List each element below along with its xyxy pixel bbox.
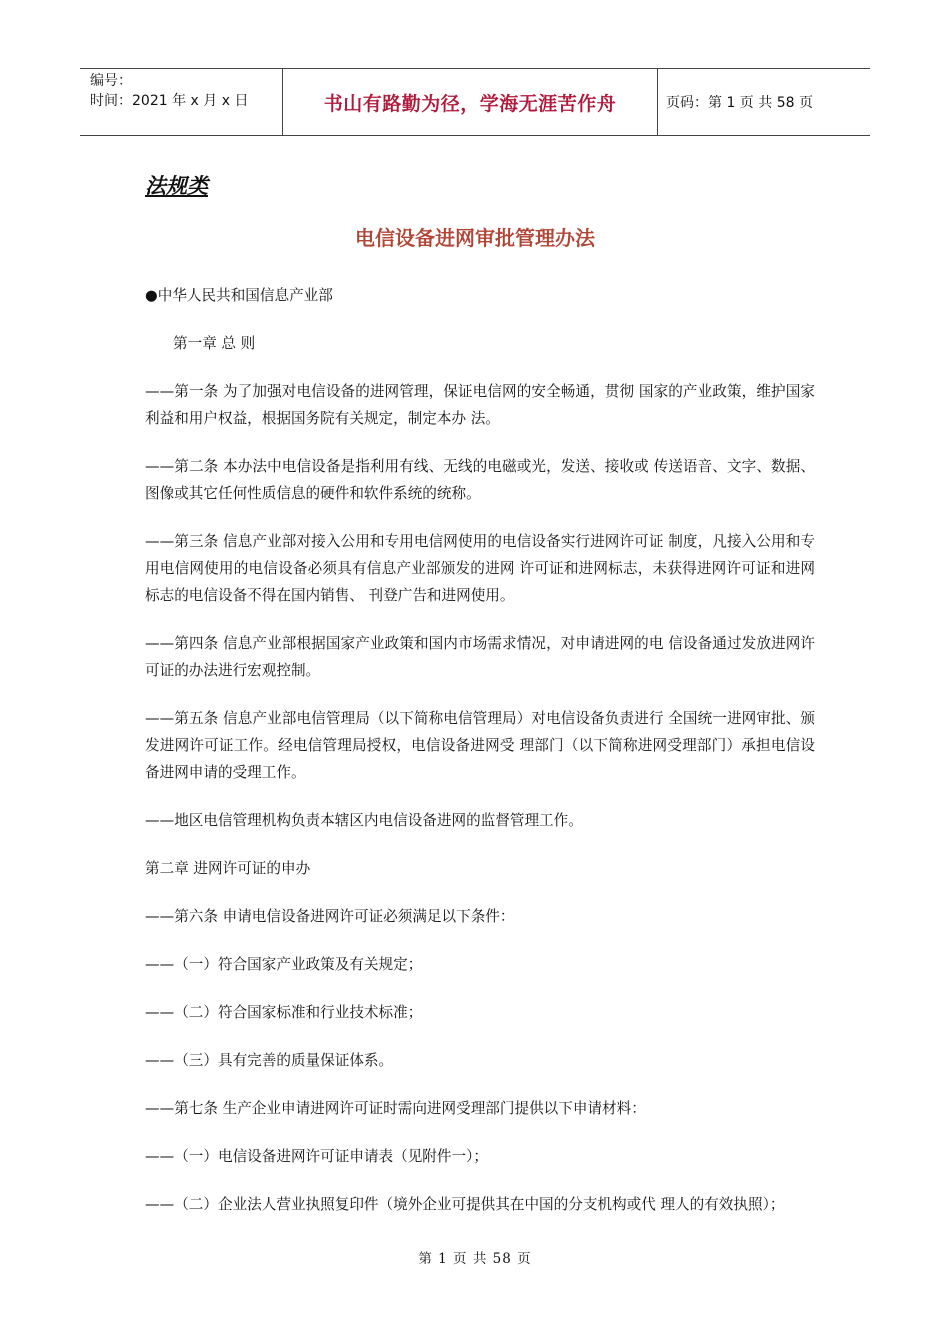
document-body xyxy=(145,282,815,1239)
header-table xyxy=(80,68,870,136)
category-heading: 法规类 xyxy=(145,174,208,198)
list-item: ——（二）企业法人营业执照复印件（境外企业可提供其在中国的分支机构或代 理人的有效执照）； xyxy=(145,1196,785,1213)
article-paragraph: ——第七条 生产企业申请进网许可证时需向进网受理部门提供以下申请材料： xyxy=(145,1100,646,1117)
article-paragraph: ——第一条 为了加强对电信设备的进网管理，保证电信网的安全畅通，贯彻 国家的产业政策，维护国家利益和用户权益，根据国务院有关规定，制定本办 法。 xyxy=(145,383,815,427)
list-item: ——（二）符合国家标准和行业技术标准； xyxy=(145,1004,423,1021)
article-paragraph: ——第四条 信息产业部根据国家产业政策和国内市场需求情况，对申请进网的电 信设备通过发放进网许可证的办法进行宏观控制。 xyxy=(145,635,815,679)
list-item: ——（一）符合国家产业政策及有关规定； xyxy=(145,956,423,973)
article-paragraph: ——地区电信管理机构负责本辖区内电信设备进网的监督管理工作。 xyxy=(145,812,583,829)
article-paragraph: ——第三条 信息产业部对接入公用和专用电信网使用的电信设备实行进网许可证 制度，凡接入公用和专用电信网使用的电信设备必须具有信息产业部颁发的进网 许可证和进网标志，未获得进网许可证和进网标志的电信设备不得在国内销售、 刊登广告和进网使用。 xyxy=(145,533,815,604)
number-label: 编号： xyxy=(90,73,132,89)
header-left-cell xyxy=(80,69,282,135)
document-title: 电信设备进网审批管理办法 xyxy=(355,226,595,250)
page-footer: 第 1 页 共 58 页 xyxy=(418,1251,532,1267)
motto: 书山有路勤为径，学海无涯苦作舟 xyxy=(282,69,658,135)
page-code: 页码：第 1 页 共 58 页 xyxy=(666,95,813,111)
list-item: ——（三）具有完善的质量保证体系。 xyxy=(145,1052,394,1069)
article-paragraph: ——第二条 本办法中电信设备是指利用有线、无线的电磁或光，发送、接收或 传送语音、文字、数据、图像或其它任何性质信息的硬件和软件系统的统称。 xyxy=(145,458,815,502)
article-paragraph: ——第五条 信息产业部电信管理局（以下简称电信管理局）对电信设备负责进行 全国统一进网审批、颁发进网许可证工作。经电信管理局授权，电信设备进网受 理部门（以下简称进网受理部门）承担电信设备进网申请的受理工作。 xyxy=(145,710,815,781)
issuer-line: ●中华人民共和国信息产业部 xyxy=(145,287,333,304)
chapter-heading: 第二章 进网许可证的申办 xyxy=(145,860,311,877)
chapter-heading: 第一章 总 则 xyxy=(173,335,256,352)
list-item: ——（一）电信设备进网许可证申请表（见附件一）； xyxy=(145,1148,488,1165)
time-label: 时间：2021 年 x 月 x 日 xyxy=(90,93,249,109)
article-paragraph: ——第六条 申请电信设备进网许可证必须满足以下条件： xyxy=(145,908,515,925)
